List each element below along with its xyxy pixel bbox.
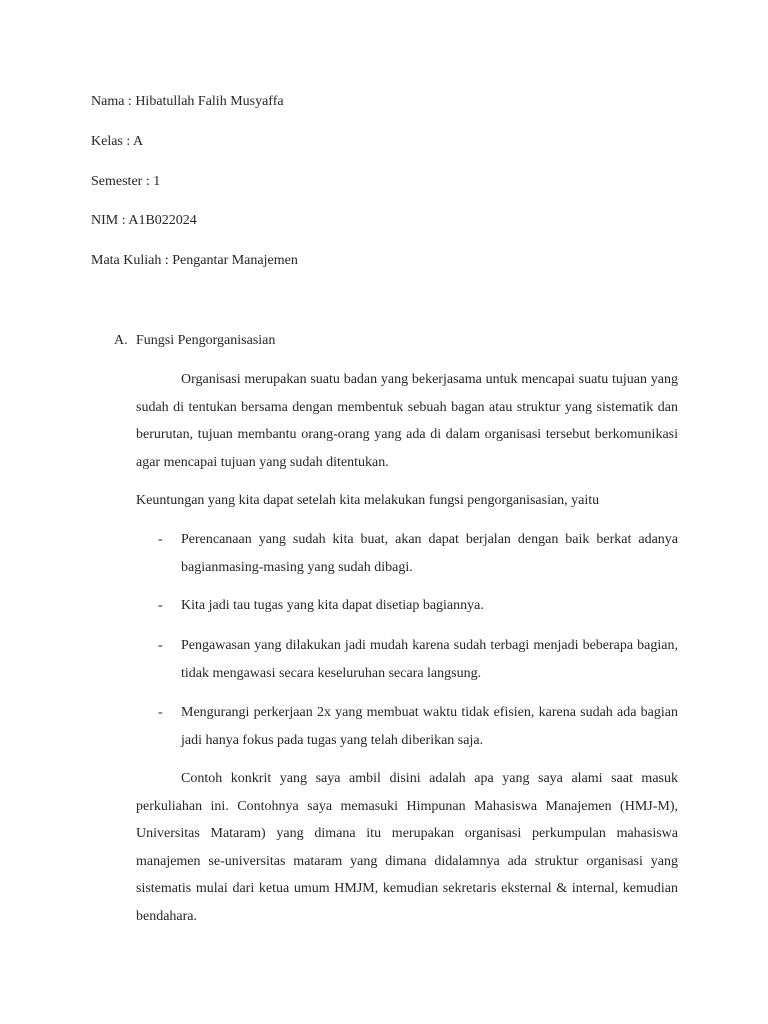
- intro-paragraph: Organisasi merupakan suatu badan yang bekerjasama untuk mencapai suatu tujuan yang sudah di tentukan bersama dengan membentuk sebuah bagan atau struktur yang sistematik dan berurutan, tujuan membantu orang-orang yang ada di dalam organisasi tersebut berkomunikasi agar mencapai tujuan yang sudah ditentukan.: [136, 372, 678, 470]
- student-nim: NIM : A1B022024: [91, 213, 197, 228]
- student-semester: Semester : 1: [91, 174, 161, 189]
- example-paragraph: Contoh konkrit yang saya ambil disini adalah apa yang saya alami saat masuk perkuliahan ini. Contohnya saya memasuki Himpunan Mahasiswa Manajemen (HMJ-M), Universitas Mataram) yang dimana itu merupakan organisasi perkumpulan mahasiswa manajemen se-universitas mataram yang dimana didalamnya ada struktur organisasi yang sistematis mulai dari ketua umum HMJM, kemudian sekretaris eksternal & internal, kemudian bendahara.: [136, 771, 678, 924]
- benefits-lead: Keuntungan yang kita dapat setelah kita melakukan fungsi pengorganisasian, yaitu: [136, 493, 600, 508]
- course-name: Mata Kuliah : Pengantar Manajemen: [91, 253, 298, 268]
- student-class: Kelas : A: [91, 134, 144, 149]
- section-marker: A.: [114, 333, 128, 348]
- section-title: Fungsi Pengorganisasian: [136, 333, 276, 348]
- student-name: Nama : Hibatullah Falih Musyaffa: [91, 94, 284, 109]
- bullet-dash: -: [158, 598, 163, 613]
- bullet-dash: -: [158, 638, 163, 653]
- bullet-dash: -: [158, 705, 163, 720]
- bullet-item-1: Perencanaan yang sudah kita buat, akan dapat berjalan dengan baik berkat adanya bagianmasing-masing yang sudah dibagi.: [181, 532, 678, 575]
- bullet-item-3: Pengawasan yang dilakukan jadi mudah karena sudah terbagi menjadi beberapa bagian, tidak mengawasi secara keseluruhan secara langsung.: [181, 638, 678, 681]
- bullet-item-4: Mengurangi perkerjaan 2x yang membuat waktu tidak efisien, karena sudah ada bagian jadi hanya fokus pada tugas yang telah diberikan saja.: [181, 705, 678, 748]
- bullet-dash: -: [158, 532, 163, 547]
- bullet-item-2: Kita jadi tau tugas yang kita dapat disetiap bagiannya.: [181, 598, 484, 613]
